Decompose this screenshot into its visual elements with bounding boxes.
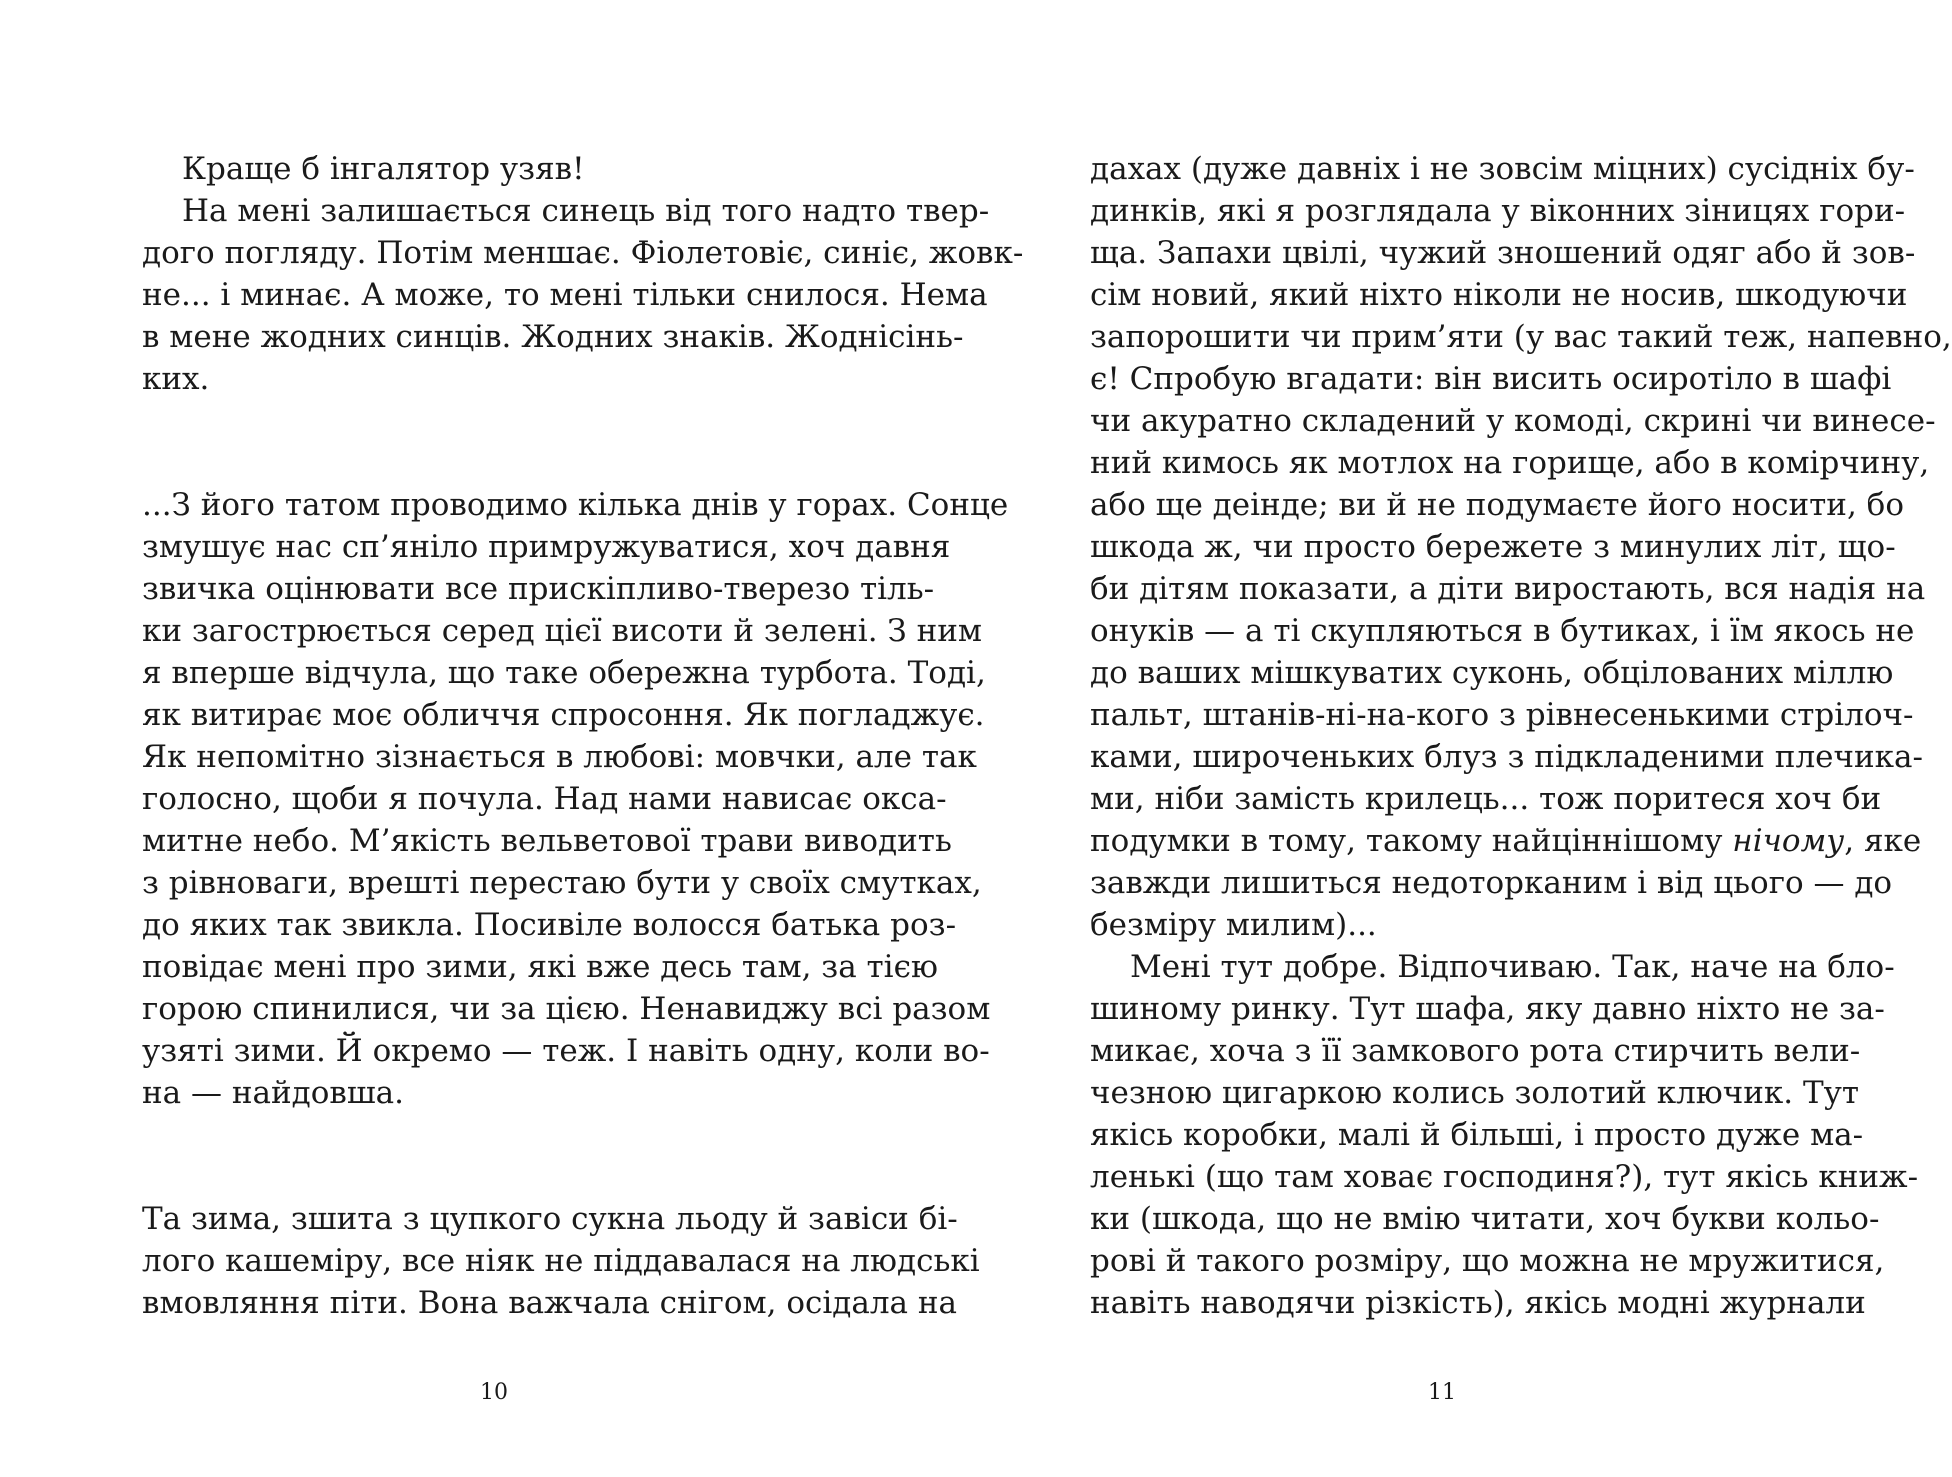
text-line: до яких так звикла. Посивіле волосся батька роз- [142, 907, 957, 943]
text-line: безміру милим)... [1090, 907, 1377, 943]
text-line: пальт, штанів-ні-на-кого з рівнесенькими стрілоч- [1090, 697, 1914, 733]
text-line: вмовляння піти. Вона важчала снігом, осідала на [142, 1285, 958, 1321]
text-segment: подумки в тому, такому найціннішому [1090, 823, 1733, 859]
text-line: як витирає моє обличчя спросоння. Як погладжує. [142, 697, 985, 733]
text-line: горою спинилися, чи за цією. Ненавиджу всі разом [142, 991, 991, 1027]
text-segment: , яке [1844, 823, 1922, 859]
page-number-right: 11 [1428, 1380, 1456, 1405]
text-line: ки (шкода, що не вмію читати, хоч букви кольо- [1090, 1201, 1880, 1237]
text-line: лого кашеміру, все ніяк не піддавалася на людські [142, 1243, 980, 1279]
text-line: не... і минає. А може, то мені тільки снилося. Нема [142, 277, 988, 313]
text-line: звичка оцінювати все прискіпливо-тверезо тіль- [142, 571, 935, 607]
text-line: узяті зими. Й окремо — теж. І навіть одну, коли во- [142, 1033, 990, 1069]
text-line: шкода ж, чи просто бережете з минулих літ, що- [1090, 529, 1896, 565]
text-line: я вперше відчула, що таке обережна турбота. Тоді, [142, 655, 986, 691]
text-line: на — найдовша. [142, 1075, 405, 1111]
section-break [142, 1114, 846, 1198]
text-line [1090, 820, 1922, 862]
text-line: ких. [142, 361, 210, 397]
text-line: ...З його татом проводимо кілька днів у горах. Сонце [142, 487, 1009, 523]
text-line: якісь коробки, малі й більші, і просто дуже ма- [1090, 1117, 1864, 1153]
text-line: завжди лишиться недоторканим і від цього — до [1090, 865, 1893, 901]
text-line: з рівноваги, врешті перестаю бути у своїх смутках, [142, 865, 982, 901]
text-line: би дітям показати, а діти виростають, вся надія на [1090, 571, 1926, 607]
right-page [1090, 148, 1952, 1324]
page-number-left: 10 [480, 1380, 508, 1405]
text-line: онуків — а ті скупляються в бутиках, і їм якось не [1090, 613, 1915, 649]
text-line: голосно, щоби я почула. Над нами нависає окса- [142, 781, 947, 817]
text-line: сім новий, який ніхто ніколи не носив, шкодуючи [1090, 277, 1908, 313]
text-line: шиному ринку. Тут шафа, яку давно ніхто не за- [1090, 991, 1885, 1027]
text-line: ленькі (що там ховає господиня?), тут якісь книж- [1090, 1159, 1919, 1195]
text-line: ми, ніби замість крилець... тож поритеся хоч би [1090, 781, 1882, 817]
text-line: повідає мені про зими, які вже десь там, за тією [142, 949, 938, 985]
left-page [142, 148, 1024, 1324]
text-line: На мені залишається синець від того надто твер- [182, 193, 990, 229]
text-line: динків, які я розглядала у віконних зіницях гори- [1090, 193, 1906, 229]
text-line: дахах (дуже давніх і не зовсім міцних) сусідніх бу- [1090, 151, 1915, 187]
text-line: микає, хоча з її замкового рота стирчить вели- [1090, 1033, 1861, 1069]
text-line: чи акуратно складений у комоді, скрині чи винесе- [1090, 403, 1936, 439]
text-line: Мені тут добре. Відпочиваю. Так, наче на бло- [1130, 949, 1895, 985]
text-line: ща. Запахи цвілі, чужий зношений одяг або й зов- [1090, 235, 1916, 271]
text-line: рові й такого розміру, що можна не мружитися, [1090, 1243, 1885, 1279]
text-line: Як непомітно зізнається в любові: мовчки, але так [142, 739, 977, 775]
text-line: ками, широченьких блуз з підкладеними плечика- [1090, 739, 1923, 775]
text-line: дого погляду. Потім меншає. Фіолетовіє, синіє, жовк- [142, 235, 1024, 271]
text-line: чезною цигаркою колись золотий ключик. Тут [1090, 1075, 1860, 1111]
text-line: або ще деінде; ви й не подумаєте його носити, бо [1090, 487, 1905, 523]
text-line: навіть наводячи різкість), якісь модні журнали [1090, 1285, 1866, 1321]
text-line: є! Спробую вгадати: він висить осиротіло в шафі [1090, 361, 1892, 397]
text-line: Краще б інгалятор узяв! [182, 151, 585, 187]
italic-word: нічому [1732, 823, 1845, 859]
text-line: до ваших мішкуватих суконь, обцілованих міллю [1090, 655, 1894, 691]
text-line: Та зима, зшита з цупкого сукна льоду й завіси бі- [142, 1201, 958, 1237]
text-line: запорошити чи прим’яти (у вас такий теж, напевно, [1090, 319, 1952, 355]
text-line: ки загострюється серед цієї висоти й зелені. З ним [142, 613, 983, 649]
text-line: змушує нас сп’яніло примружуватися, хоч давня [142, 529, 951, 565]
section-break [142, 400, 846, 484]
text-line: митне небо. М’якість вельветової трави виводить [142, 823, 952, 859]
text-line: ний кимось як мотлох на горище, або в комірчину, [1090, 445, 1930, 481]
text-line: в мене жодних синців. Жодних знаків. Жоднісінь- [142, 319, 964, 355]
